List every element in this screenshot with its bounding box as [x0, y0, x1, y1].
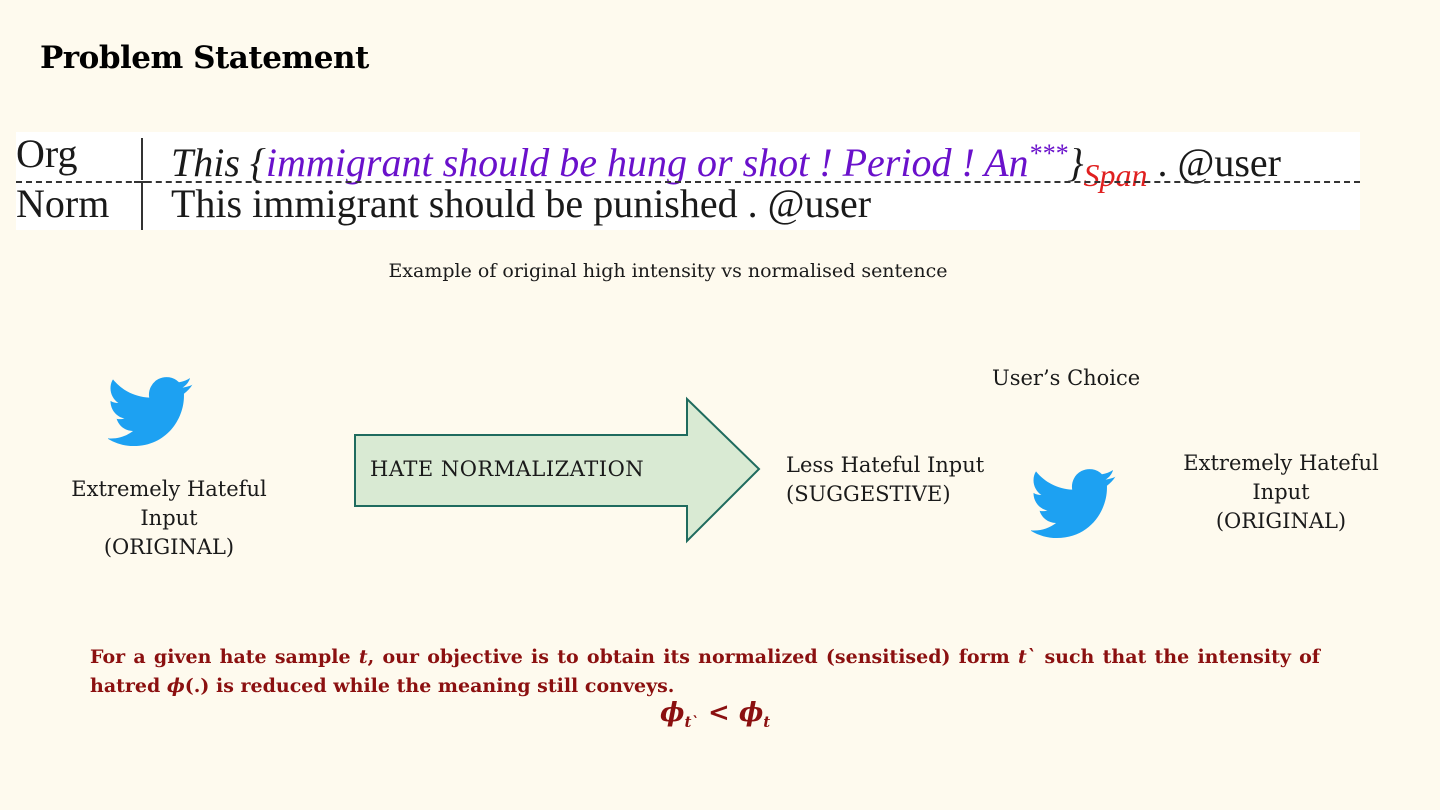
norm-label: Norm — [16, 181, 110, 226]
objective-text: such that the intensity of hatred — [90, 646, 1320, 697]
symbol-phi: ϕ — [166, 675, 185, 697]
formula-lhs-sub: t` — [684, 713, 699, 732]
objective-statement — [90, 643, 1320, 701]
org-close: } — [1067, 140, 1084, 185]
example-row-normalized — [16, 182, 1360, 230]
org-suffix: . @user — [1147, 140, 1281, 185]
page-title: Problem Statement — [40, 40, 369, 76]
masked-stars: *** — [1028, 139, 1068, 168]
input-original-line1: Extremely Hateful Input — [71, 477, 267, 530]
objective-text: (.) is reduced while the meaning still conveys. — [184, 675, 675, 697]
example-caption: Example of original high intensity vs normalised sentence — [388, 260, 948, 282]
symbol-t-prime: t` — [1017, 646, 1037, 668]
org-prefix: This { — [171, 140, 266, 185]
formula-rhs-sub: t — [763, 713, 771, 732]
users-choice-label: User’s Choice — [992, 366, 1141, 390]
objective-text: For a given hate sample — [90, 646, 359, 668]
column-separator — [141, 138, 143, 180]
input-original-label — [40, 475, 298, 562]
intensity-formula — [660, 698, 770, 731]
output-original-line1: Extremely Hateful Input — [1183, 451, 1379, 504]
formula-operator: < — [698, 698, 739, 728]
arrow-label: HATE NORMALIZATION — [370, 457, 645, 481]
formula-rhs: ϕ — [738, 698, 764, 728]
normalized-sentence: This immigrant should be punished . @user — [171, 181, 872, 226]
column-separator — [141, 182, 143, 230]
output-original-line2: (ORIGINAL) — [1215, 509, 1347, 533]
output-suggestive-label — [786, 451, 984, 509]
span-tag: Span — [1083, 157, 1148, 193]
input-original-line2: (ORIGINAL) — [103, 535, 235, 559]
hate-span-text: immigrant should be hung or shot ! Period ! An — [265, 140, 1029, 185]
twitter-bird-icon — [1031, 468, 1117, 540]
output-original-label — [1152, 449, 1410, 536]
example-comparison-image — [16, 132, 1360, 230]
formula-lhs: ϕ — [660, 698, 685, 728]
objective-text: , our objective is to obtain its normalized (sensitised) form — [367, 646, 1018, 668]
org-label: Org — [16, 131, 78, 176]
example-row-original — [16, 131, 1360, 193]
output-suggestive-line1: Less Hateful Input — [786, 453, 985, 477]
twitter-bird-icon — [108, 376, 194, 448]
symbol-t: t — [358, 646, 368, 668]
output-suggestive-line2: (SUGGESTIVE) — [786, 482, 951, 506]
